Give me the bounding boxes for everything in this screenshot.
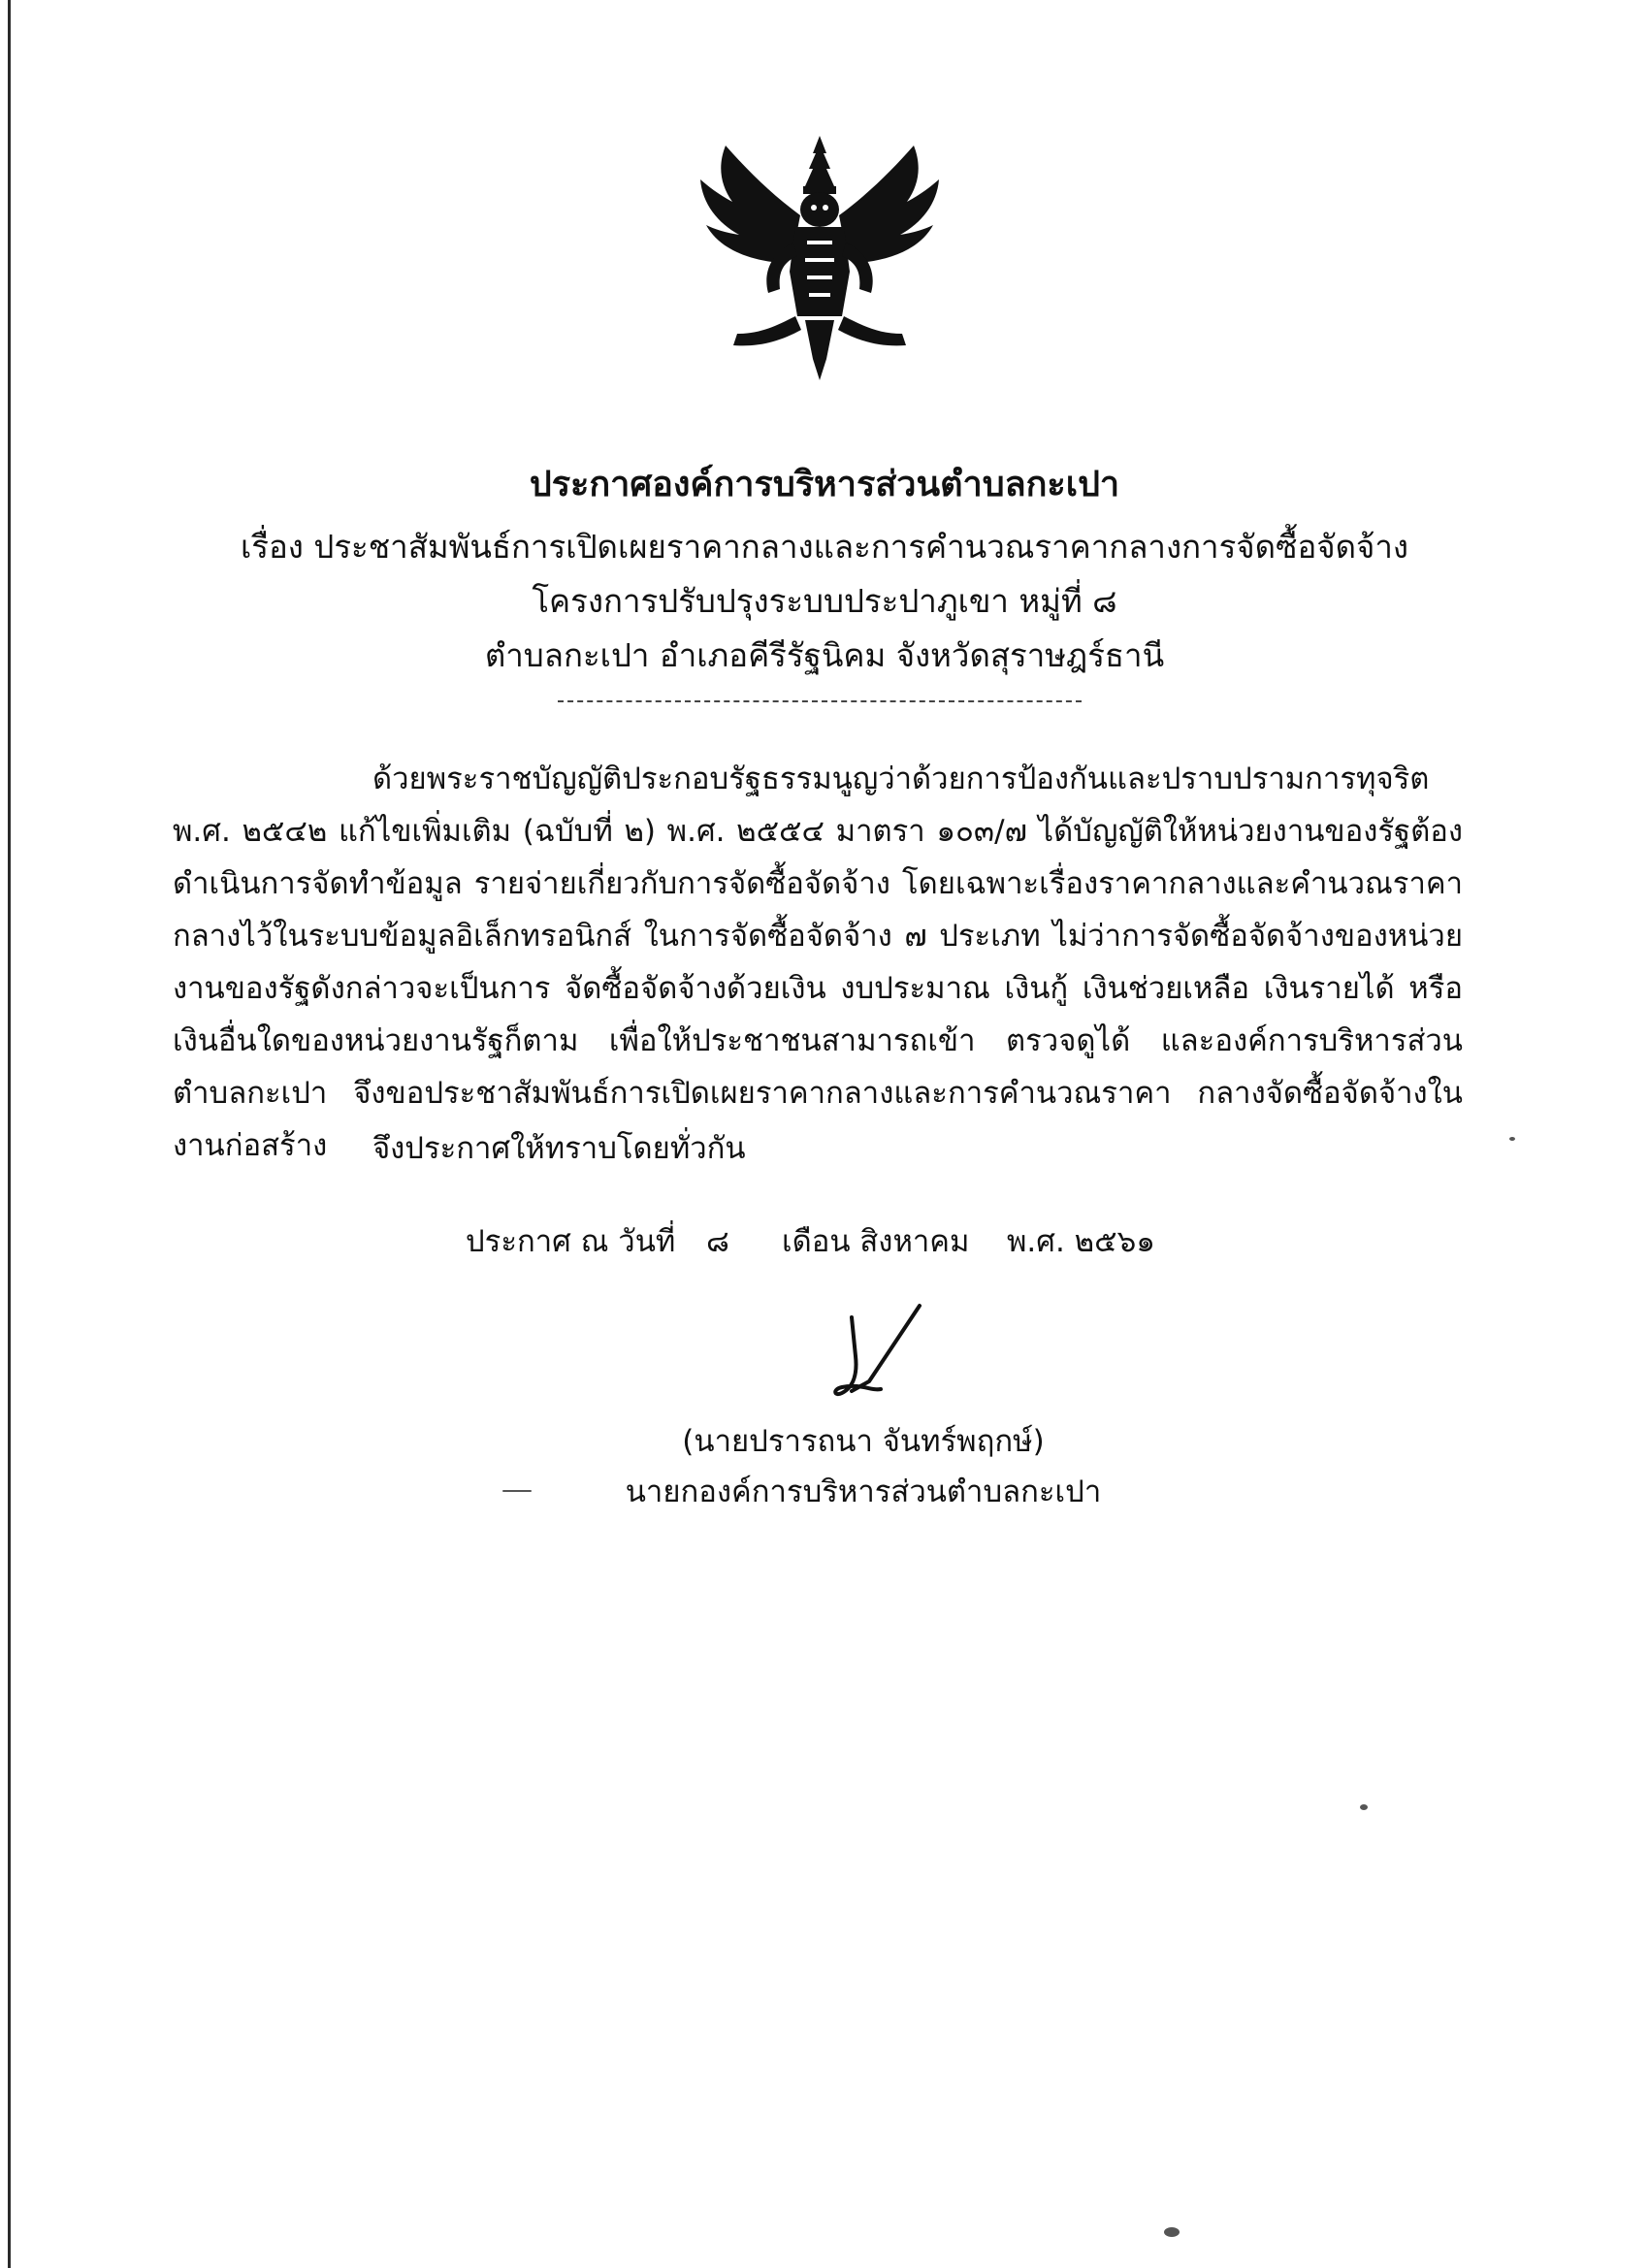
scan-speck: [502, 1490, 532, 1492]
date-day: ๘: [706, 1224, 729, 1259]
signer-title: นายกองค์การบริหารส่วนตำบลกะเปา: [625, 1474, 1102, 1509]
project-name: โครงการปรับปรุงระบบประปาภูเขา หมู่ที่ ๘: [532, 582, 1117, 620]
signer-name: (นายปรารถนา จันทร์พฤกษ์): [682, 1424, 1045, 1459]
project-location: ตำบลกะเปา อำเภอคีรีรัฐนิคม จังหวัดสุราษฎร์ธานี: [484, 636, 1165, 674]
garuda-emblem: [679, 126, 960, 407]
date-year: พ.ศ. ๒๕๖๑: [1007, 1224, 1155, 1259]
dashed-divider: [558, 700, 1082, 702]
announcement-title: ประกาศองค์การบริหารส่วนตำบลกะเปา: [529, 465, 1120, 504]
handwritten-signature: [813, 1298, 958, 1414]
date-prefix: ประกาศ ณ วันที่: [466, 1224, 676, 1259]
scan-speck: [1509, 1137, 1515, 1141]
scan-speck: [1360, 1804, 1368, 1810]
scan-edge-line: [8, 0, 11, 2268]
announcement-subject: เรื่อง ประชาสัมพันธ์การเปิดเผยราคากลางและการคำนวณราคากลางการจัดซื้อจัดจ้าง: [240, 528, 1409, 566]
closing-statement: จึงประกาศให้ทราบโดยทั่วกัน: [372, 1131, 746, 1166]
date-month: เดือน สิงหาคม: [782, 1224, 970, 1259]
body-paragraph: ด้วยพระราชบัญญัติประกอบรัฐธรรมนูญว่าด้วยการป้องกันและปราบปรามการทุจริต พ.ศ. ๒๕๔๒ แก้ไขเพิ่มเติม (ฉบับที่ ๒) พ.ศ. ๒๕๕๔ มาตรา ๑๐๓/๗ ได้บัญญัติให้หน่วยงานของรัฐต้องดำเนินการจัดทำข้อมูล รายจ่ายเกี่ยวกับการจัดซื้อจัดจ้าง โดยเฉพาะเรื่องราคากลางและคำนวณราคากลางไว้ในระบบข้อมูลอิเล็กทรอนิกส์ ในการจัดซื้อจัดจ้าง ๗ ประเภท ไม่ว่าการจัดซื้อจัดจ้างของหน่วยงานของรัฐดังกล่าวจะเป็นการ จัดซื้อจัดจ้างด้วยเงิน งบประมาณ เงินกู้ เงินช่วยเหลือ เงินรายได้ หรือเงินอื่นใดของหน่วยงานรัฐก็ตาม เพื่อให้ประชาชนสามารถเข้า ตรวจดูได้ และองค์การบริหารส่วนตำบลกะเปา จึงขอประชาสัมพันธ์การเปิดเผยราคากลางและการคำนวณราคา กลางจัดซื้อจัดจ้างในงานก่อสร้าง: [173, 761, 1463, 1163]
scan-speck: [1164, 2227, 1180, 2237]
